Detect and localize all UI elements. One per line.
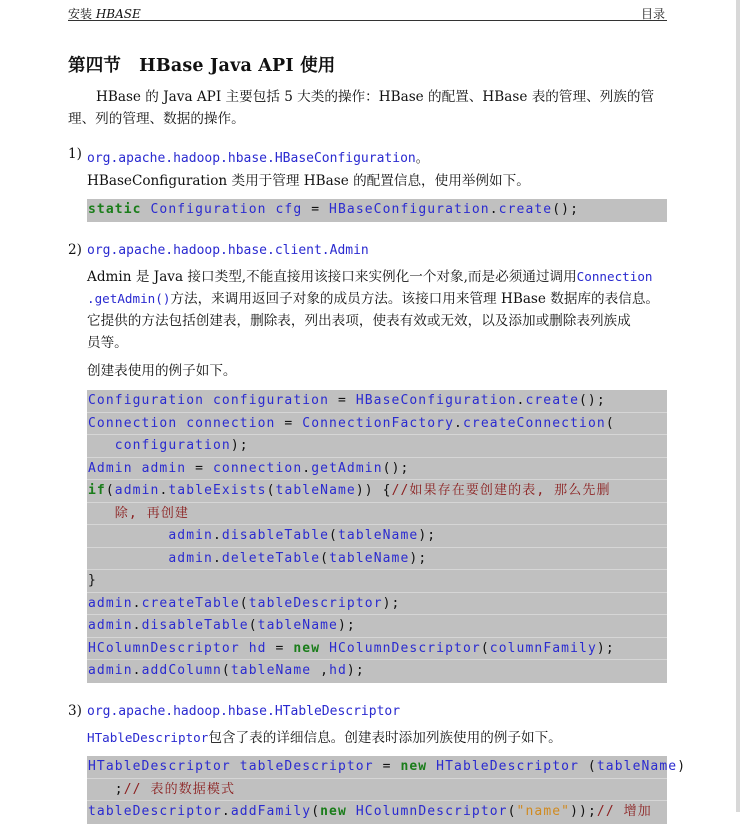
code-token: addColumn xyxy=(141,663,222,678)
code-token: create xyxy=(525,393,579,408)
code-token xyxy=(427,759,436,774)
code-token: // 增加 xyxy=(596,804,652,819)
code-token: = xyxy=(275,415,303,431)
code-token: HTableDescriptor xyxy=(436,759,579,774)
code-token: ( xyxy=(329,528,338,543)
code-token: if xyxy=(88,483,106,498)
code-token: admin xyxy=(88,618,133,633)
code-token: create xyxy=(498,202,553,217)
code-token: (); xyxy=(382,460,410,476)
item-number: 1) xyxy=(68,146,82,162)
code-token: hd xyxy=(329,663,347,678)
code-token: ); xyxy=(596,640,615,656)
code-token: addFamily xyxy=(230,804,312,819)
code-token: . xyxy=(159,483,169,498)
code-token: 除, 再创建 xyxy=(114,505,190,521)
code-line xyxy=(87,593,667,616)
item-title xyxy=(87,147,429,166)
code-token: ( xyxy=(311,804,321,819)
code-token: tableDescriptor xyxy=(239,759,374,774)
code-token: Connection xyxy=(88,415,178,431)
code-token: ; xyxy=(88,781,124,797)
code-token: ); xyxy=(337,618,356,633)
code-token xyxy=(88,438,115,453)
code-token: ( xyxy=(579,759,597,774)
code-token: tableDescriptor xyxy=(248,595,383,611)
code-line xyxy=(87,660,667,683)
code-token: static xyxy=(88,202,142,217)
code-token: tableName xyxy=(230,663,312,678)
code-token: tableName xyxy=(257,618,338,633)
code-line xyxy=(87,480,667,503)
code-token: HBaseConfiguration xyxy=(355,393,517,408)
code-token: . xyxy=(221,804,231,819)
intro-line: 理、列的管理、数据的操作。 xyxy=(68,111,245,127)
item-description xyxy=(87,727,673,749)
code-token xyxy=(177,416,186,431)
code-token: . xyxy=(212,550,222,566)
desc-text: 方法，来调用返回子对象的成员方法。该接口用来管理 HBase 数据库的表信息。 xyxy=(170,291,660,307)
code-token: . xyxy=(516,393,526,408)
code-token: tableName xyxy=(275,483,356,498)
code-line xyxy=(87,779,667,802)
code-token: ( xyxy=(480,640,490,656)
code-token: getAdmin xyxy=(311,460,383,476)
header-chapter-en: HBASE xyxy=(95,7,141,21)
section-title-text: HBase Java API 使用 xyxy=(139,56,336,76)
code-token: . xyxy=(132,618,142,633)
code-token: = xyxy=(186,460,213,476)
code-token: . xyxy=(132,663,142,678)
code-line xyxy=(87,413,667,436)
code-line xyxy=(87,503,667,526)
item-title-class: org.apache.hadoop.hbase.HBaseConfiguration xyxy=(87,151,416,166)
code-token: HTableDescriptor xyxy=(88,759,231,774)
code-line xyxy=(87,638,667,661)
code-line xyxy=(87,435,667,458)
code-token xyxy=(88,528,168,543)
code-token: ( xyxy=(221,663,231,678)
code-token xyxy=(320,641,329,656)
code-block-admin xyxy=(87,390,667,683)
code-token: admin xyxy=(141,460,187,476)
code-token: disableTable xyxy=(221,528,330,543)
item-title-tail: 。 xyxy=(415,151,429,166)
code-token: ( xyxy=(605,415,615,431)
code-token: = xyxy=(302,202,330,217)
code-line xyxy=(87,570,667,593)
code-token: new xyxy=(320,804,347,819)
item-description-2: 创建表使用的例子如下。 xyxy=(87,363,237,379)
code-token: . xyxy=(489,202,499,217)
code-token: admin xyxy=(168,528,213,543)
code-token: HColumnDescriptor xyxy=(88,640,240,656)
code-token: . xyxy=(132,595,142,611)
code-token: ); xyxy=(418,528,437,543)
code-token: new xyxy=(400,759,428,774)
code-token: } xyxy=(88,573,97,588)
desc-text: Admin 是 Java 接口类型,不能直接用该接口来实例化一个对象,而是必须通过调用 xyxy=(87,269,577,285)
code-token: ); xyxy=(382,595,401,611)
item-title: org.apache.hadoop.hbase.client.Admin xyxy=(87,243,369,258)
code-token: . xyxy=(302,460,312,476)
code-token: new xyxy=(293,640,321,656)
code-token: (); xyxy=(552,202,580,217)
code-token: configuration xyxy=(114,438,231,453)
code-token: )); xyxy=(570,804,597,819)
code-line xyxy=(87,458,667,481)
code-token xyxy=(88,551,168,566)
code-token: //如果存在要创建的表, 那么先删 xyxy=(391,483,611,498)
code-token: tableDescriptor xyxy=(88,804,222,819)
item-number: 3) xyxy=(68,703,82,719)
item-number: 2) xyxy=(68,242,82,258)
item-title: org.apache.hadoop.hbase.HTableDescriptor xyxy=(87,704,401,719)
code-token: ( xyxy=(507,804,517,819)
intro-line: HBase 的 Java API 主要包括 5 大类的操作：HBase 的配置、HBase 表的管理、列族的管 xyxy=(96,89,655,105)
desc-line: 它提供的方法包括创建表，删除表，列出表项，使表有效或无效，以及添加或删除表列族成 xyxy=(87,313,631,329)
code-line xyxy=(87,615,667,638)
code-token xyxy=(204,393,213,408)
code-token: admin xyxy=(168,550,213,566)
code-token: tableName xyxy=(337,528,419,543)
code-token: ( xyxy=(320,550,330,566)
header-toc-link[interactable]: 目录 xyxy=(640,7,665,21)
code-token xyxy=(231,759,240,774)
code-token: )) { xyxy=(355,483,392,498)
code-token: ) xyxy=(677,759,687,774)
code-token: = xyxy=(329,393,356,408)
code-line xyxy=(87,390,667,413)
code-token: tableExists xyxy=(168,483,267,498)
item-description: HBaseConfiguration 类用于管理 HBase 的配置信息，使用举例如下。 xyxy=(87,173,530,189)
code-block-config xyxy=(87,199,667,222)
code-token xyxy=(240,641,249,656)
code-token: admin xyxy=(88,663,133,678)
code-token: ( xyxy=(105,483,115,498)
page-edge xyxy=(736,0,740,812)
code-token: createTable xyxy=(141,595,240,611)
code-token: Configuration xyxy=(150,202,267,217)
running-header xyxy=(68,4,667,21)
code-token: // 表的数据模式 xyxy=(123,781,236,797)
code-token: connection xyxy=(213,460,303,476)
code-line xyxy=(87,756,687,779)
section-title xyxy=(68,52,336,77)
code-token: columnFamily xyxy=(489,640,597,656)
code-token: HColumnDescriptor xyxy=(329,640,481,656)
code-line xyxy=(87,525,667,548)
code-token: HBaseConfiguration xyxy=(329,202,490,217)
code-token: . xyxy=(454,415,463,431)
code-token: hd xyxy=(248,640,267,656)
code-token: tableName xyxy=(329,550,410,566)
code-line xyxy=(87,199,667,222)
code-token: connection xyxy=(186,415,276,431)
code-line xyxy=(87,801,667,824)
code-token: ( xyxy=(266,483,276,498)
code-token: = xyxy=(266,640,294,656)
code-token: ( xyxy=(239,595,249,611)
desc-code-ref: Connection xyxy=(576,269,653,284)
code-token xyxy=(88,506,115,521)
desc-line xyxy=(87,266,673,288)
code-token: Configuration xyxy=(88,393,205,408)
code-token xyxy=(133,461,142,476)
code-token: configuration xyxy=(212,393,330,408)
code-token: "name" xyxy=(516,804,571,819)
code-token: ); xyxy=(346,663,365,678)
header-chapter-cn: 安装 xyxy=(68,7,93,21)
code-token: createConnection xyxy=(462,415,606,431)
code-token xyxy=(142,202,151,217)
code-token: . xyxy=(212,528,222,543)
code-token: tableName xyxy=(596,759,678,774)
desc-code-ref: HTableDescriptor xyxy=(87,730,209,745)
code-token: ); xyxy=(230,438,249,453)
code-token: , xyxy=(311,663,330,678)
code-token: Admin xyxy=(88,460,133,476)
item-description xyxy=(87,266,673,354)
desc-line xyxy=(87,288,673,310)
desc-code-ref: .getAdmin() xyxy=(87,291,171,306)
code-block-descriptor xyxy=(87,756,687,824)
section-number: 第四节 xyxy=(68,56,122,76)
header-chapter xyxy=(68,5,141,22)
code-token: disableTable xyxy=(141,618,249,633)
code-token: ( xyxy=(248,618,258,633)
code-token: ConnectionFactory xyxy=(302,415,455,431)
code-token: deleteTable xyxy=(221,550,321,566)
code-token: admin xyxy=(114,483,160,498)
code-token: (); xyxy=(579,393,606,408)
desc-line: 员等。 xyxy=(87,335,128,351)
code-line xyxy=(87,548,667,571)
desc-text: 包含了表的详细信息。创建表时添加列族使用的例子如下。 xyxy=(208,730,562,746)
intro-paragraph xyxy=(68,86,667,130)
code-token: HColumnDescriptor xyxy=(355,804,508,819)
code-token: admin xyxy=(88,595,133,611)
code-token: cfg xyxy=(275,202,303,217)
code-token: ); xyxy=(409,550,428,566)
code-token: = xyxy=(373,759,401,774)
